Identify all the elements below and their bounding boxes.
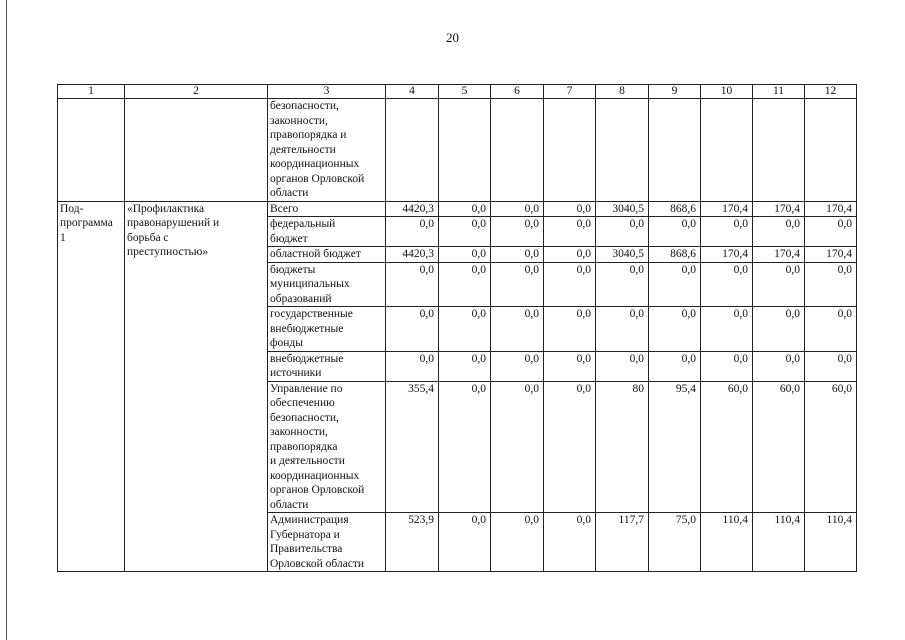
column-number-8: 8: [596, 85, 649, 99]
value-cell: 0,0: [439, 351, 491, 381]
value-cell: 0,0: [439, 307, 491, 352]
value-cell: 0,0: [701, 351, 753, 381]
column-number-5: 5: [439, 85, 491, 99]
value-cell: 0,0: [491, 307, 544, 352]
funding-source-line: государственные: [270, 308, 353, 320]
column-number-2: 2: [125, 85, 268, 99]
continuation-text-line: безопасности,: [270, 100, 339, 112]
empty-value-cell: [439, 99, 491, 202]
value-cell: 0,0: [544, 201, 596, 217]
subprogram-label-line: программа: [60, 217, 113, 229]
funding-source-cell: [268, 351, 386, 381]
column-number-4: 4: [386, 85, 439, 99]
value-cell: 355,4: [386, 381, 439, 513]
value-cell: 0,0: [596, 351, 649, 381]
funding-source-cell: [268, 201, 386, 217]
value-cell: 0,0: [439, 201, 491, 217]
funding-source-line: бюджеты: [270, 263, 316, 276]
value-cell: 0,0: [649, 217, 701, 247]
value-cell: 60,0: [753, 381, 805, 513]
value-cell: 868,6: [649, 201, 701, 217]
empty-value-cell: [544, 99, 596, 202]
value-cell: 0,0: [701, 262, 753, 307]
subprogram-name-line: «Профилактика: [127, 202, 205, 215]
budget-table: [57, 84, 857, 572]
continuation-text-line: деятельности: [270, 143, 336, 156]
empty-value-cell: [596, 99, 649, 202]
value-cell: 0,0: [386, 262, 439, 307]
value-cell: 0,0: [491, 381, 544, 513]
continuation-text-cell: [268, 99, 386, 202]
funding-source-line: органов Орловской: [270, 484, 365, 496]
subprogram-label-line: 1: [60, 231, 66, 244]
value-cell: 0,0: [544, 307, 596, 352]
value-cell: 0,0: [544, 217, 596, 247]
continuation-text-line: законности,: [270, 114, 328, 127]
column-number-9: 9: [649, 85, 701, 99]
table-row: [58, 201, 857, 217]
value-cell: 60,0: [701, 381, 753, 513]
value-cell: 0,0: [544, 262, 596, 307]
funding-source-cell: [268, 247, 386, 263]
empty-value-cell: [386, 99, 439, 202]
empty-cell: [58, 99, 125, 202]
funding-source-line: Управление по: [270, 382, 343, 395]
funding-source-line: и деятельности: [270, 455, 345, 467]
column-number-11: 11: [753, 85, 805, 99]
page-number: 20: [446, 30, 459, 45]
value-cell: 0,0: [439, 247, 491, 263]
value-cell: 0,0: [439, 262, 491, 307]
column-number-1: 1: [58, 85, 125, 99]
funding-source-line: обеспечению: [270, 397, 335, 409]
page-left-margin-rule: [6, 0, 7, 640]
funding-source-line: Всего: [270, 202, 299, 215]
empty-value-cell: [649, 99, 701, 202]
funding-source-line: области: [270, 498, 309, 511]
value-cell: 170,4: [805, 201, 857, 217]
continuation-text-line: органов Орловской: [270, 172, 365, 185]
value-cell: 0,0: [805, 307, 857, 352]
value-cell: 0,0: [386, 351, 439, 381]
funding-source-cell: [268, 262, 386, 307]
funding-source-line: Правительства: [270, 543, 343, 555]
funding-source-cell: [268, 217, 386, 247]
continuation-text-line: правопорядка и: [270, 129, 347, 141]
funding-source-line: законности,: [270, 426, 328, 438]
value-cell: 60,0: [805, 381, 857, 513]
value-cell: 0,0: [805, 351, 857, 381]
value-cell: 0,0: [491, 247, 544, 263]
value-cell: 110,4: [805, 513, 857, 572]
value-cell: 0,0: [544, 513, 596, 572]
subprogram-name-line: борьба с: [127, 231, 169, 244]
funding-source-line: внебюджетные: [270, 352, 344, 365]
value-cell: 0,0: [701, 307, 753, 352]
funding-source-line: координационных: [270, 469, 360, 482]
value-cell: 170,4: [805, 247, 857, 263]
funding-source-line: фонды: [270, 337, 303, 349]
subprogram-name-line: правонарушений и: [127, 217, 220, 229]
value-cell: 0,0: [439, 217, 491, 247]
value-cell: 4420,3: [386, 247, 439, 263]
subprogram-name-line: преступностью»: [127, 246, 209, 258]
value-cell: 0,0: [753, 217, 805, 247]
value-cell: 0,0: [753, 307, 805, 352]
value-cell: 4420,3: [386, 201, 439, 217]
empty-cell: [125, 99, 268, 202]
value-cell: 0,0: [386, 217, 439, 247]
value-cell: 0,0: [386, 307, 439, 352]
value-cell: 0,0: [753, 262, 805, 307]
empty-value-cell: [491, 99, 544, 202]
value-cell: 110,4: [753, 513, 805, 572]
value-cell: 0,0: [649, 351, 701, 381]
value-cell: 0,0: [544, 247, 596, 263]
subprogram-label-line: Под-: [60, 202, 84, 215]
funding-source-line: внебюджетные: [270, 322, 344, 335]
funding-source-cell: [268, 513, 386, 572]
funding-source-line: Администрация: [270, 514, 349, 526]
value-cell: 0,0: [701, 217, 753, 247]
value-cell: 0,0: [491, 217, 544, 247]
value-cell: 110,4: [701, 513, 753, 572]
funding-source-line: образований: [270, 292, 332, 305]
value-cell: 523,9: [386, 513, 439, 572]
value-cell: 0,0: [491, 262, 544, 307]
subprogram-label: [58, 201, 125, 572]
table-row: [58, 99, 857, 202]
value-cell: 0,0: [753, 351, 805, 381]
value-cell: 80: [596, 381, 649, 513]
value-cell: 95,4: [649, 381, 701, 513]
value-cell: 0,0: [439, 513, 491, 572]
value-cell: 170,4: [753, 201, 805, 217]
value-cell: 0,0: [805, 262, 857, 307]
funding-source-line: Орловской области: [270, 557, 365, 570]
value-cell: 0,0: [596, 307, 649, 352]
column-number-3: 3: [268, 85, 386, 99]
empty-value-cell: [805, 99, 857, 202]
value-cell: 0,0: [649, 307, 701, 352]
column-number-12: 12: [805, 85, 857, 99]
subprogram-name: [125, 201, 268, 572]
column-number-7: 7: [544, 85, 596, 99]
value-cell: 868,6: [649, 247, 701, 263]
value-cell: 3040,5: [596, 201, 649, 217]
value-cell: 75,0: [649, 513, 701, 572]
value-cell: 170,4: [701, 201, 753, 217]
empty-value-cell: [701, 99, 753, 202]
budget-table-body: [58, 85, 857, 572]
funding-source-line: Губернатора и: [270, 528, 340, 541]
value-cell: 170,4: [753, 247, 805, 263]
value-cell: 0,0: [596, 217, 649, 247]
empty-value-cell: [753, 99, 805, 202]
continuation-text-line: области: [270, 187, 309, 199]
funding-source-line: областной бюджет: [270, 248, 361, 260]
value-cell: 0,0: [491, 351, 544, 381]
value-cell: 0,0: [491, 513, 544, 572]
value-cell: 0,0: [491, 201, 544, 217]
value-cell: 117,7: [596, 513, 649, 572]
value-cell: 0,0: [596, 262, 649, 307]
value-cell: 3040,5: [596, 247, 649, 263]
funding-source-line: безопасности,: [270, 411, 339, 424]
funding-source-line: федеральный: [270, 218, 336, 230]
funding-source-line: муниципальных: [270, 278, 350, 290]
value-cell: 0,0: [544, 351, 596, 381]
value-cell: 170,4: [701, 247, 753, 263]
value-cell: 0,0: [544, 381, 596, 513]
column-number-10: 10: [701, 85, 753, 99]
value-cell: 0,0: [439, 381, 491, 513]
table-header-row: [58, 85, 857, 99]
column-number-6: 6: [491, 85, 544, 99]
funding-source-line: бюджет: [270, 232, 308, 245]
funding-source-cell: [268, 307, 386, 352]
value-cell: 0,0: [649, 262, 701, 307]
funding-source-line: источники: [270, 367, 322, 379]
funding-source-line: правопорядка: [270, 440, 338, 453]
value-cell: 0,0: [805, 217, 857, 247]
funding-source-cell: [268, 381, 386, 513]
continuation-text-line: координационных: [270, 158, 360, 170]
